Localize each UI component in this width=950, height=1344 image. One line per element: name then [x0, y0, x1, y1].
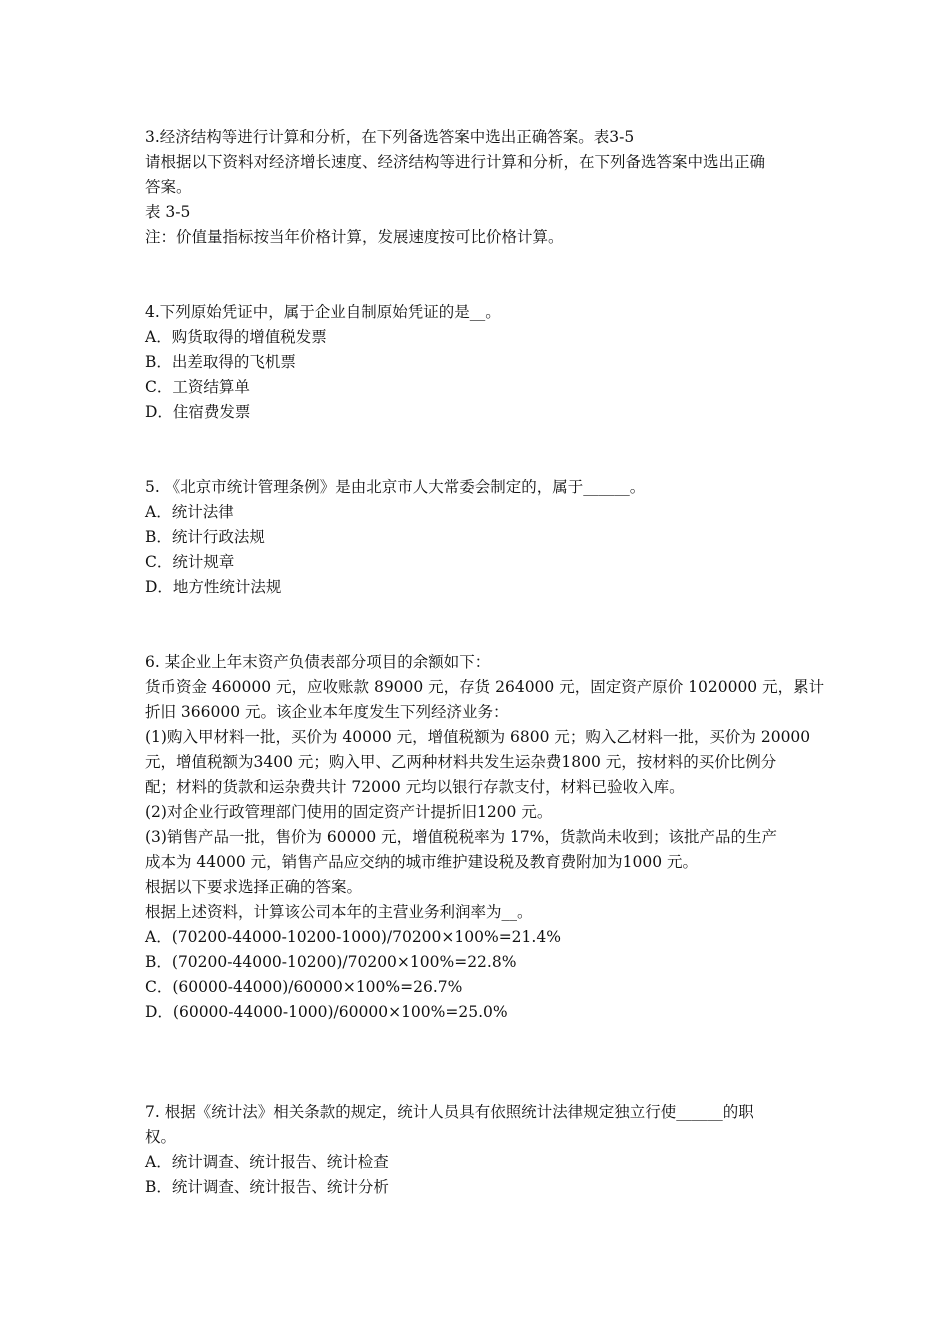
q3-line-5: 注：价值量指标按当年价格计算，发展速度按可比价格计算。 — [145, 228, 564, 246]
q4-option-c: C．工资结算单 — [145, 378, 250, 396]
q6-line-9: 成本为 44000 元，销售产品应交纳的城市维护建设税及教育费附加为1000 元。 — [145, 853, 699, 871]
q6-line-11: 根据上述资料，计算该公司本年的主营业务利润率为__。 — [145, 903, 533, 921]
q5-option-d: D．地方性统计法规 — [145, 578, 282, 596]
q6-line-8: (3)销售产品一批，售价为 60000 元，增值税税率为 17%，货款尚未收到；该批产品的生产 — [145, 828, 777, 846]
q6-line-7: (2)对企业行政管理部门使用的固定资产计提折旧1200 元。 — [145, 803, 553, 821]
q3-line-2: 请根据以下资料对经济增长速度、经济结构等进行计算和分析，在下列备选答案中选出正确 — [145, 153, 766, 171]
q3-line-4: 表 3-5 — [145, 203, 191, 221]
q6-line-2: 货币资金 460000 元，应收账款 89000 元，存货 264000 元，固定资产原价 1020000 元，累计 — [145, 678, 825, 696]
q6-line-10: 根据以下要求选择正确的答案。 — [145, 878, 363, 896]
q5-option-c: C．统计规章 — [145, 553, 235, 571]
q4-option-b: B．出差取得的飞机票 — [145, 353, 296, 371]
q7-option-a: A．统计调查、统计报告、统计检查 — [145, 1153, 389, 1171]
q7-line-1: 7. 根据《统计法》相关条款的规定，统计人员具有依照统计法律规定独立行使______的职 — [145, 1103, 754, 1121]
q6-line-1: 6. 某企业上年末资产负债表部分项目的余额如下： — [145, 653, 491, 671]
q6-line-5: 元，增值税额为3400 元；购入甲、乙两种材料共发生运杂费1800 元，按材料的买价比例分 — [145, 753, 777, 771]
q4-stem: 4.下列原始凭证中，属于企业自制原始凭证的是__。 — [145, 303, 501, 321]
q4-option-d: D．住宿费发票 — [145, 403, 251, 421]
q4-option-a: A．购货取得的增值税发票 — [145, 328, 327, 346]
q3-line-3: 答案。 — [145, 178, 192, 196]
q7-line-2: 权。 — [145, 1128, 177, 1146]
q6-line-4: (1)购入甲材料一批，买价为 40000 元，增值税额为 6800 元；购入乙材料一批，买价为 20000 — [145, 728, 811, 746]
q6-option-a: A．(70200-44000-10200-1000)/70200×100%=21.4% — [145, 928, 561, 946]
q6-line-6: 配；材料的货款和运杂费共计 72000 元均以银行存款支付，材料已验收入库。 — [145, 778, 685, 796]
q6-option-d: D．(60000-44000-1000)/60000×100%=25.0% — [145, 1003, 508, 1021]
q5-option-a: A．统计法律 — [145, 503, 234, 521]
q5-option-b: B．统计行政法规 — [145, 528, 265, 546]
q7-option-b: B．统计调查、统计报告、统计分析 — [145, 1178, 389, 1196]
q5-stem: 5. 《北京市统计管理条例》是由北京市人大常委会制定的，属于______。 — [145, 478, 646, 496]
q3-line-1: 3.经济结构等进行计算和分析，在下列备选答案中选出正确答案。表3-5 — [145, 128, 635, 146]
q6-option-b: B．(70200-44000-10200)/70200×100%=22.8% — [145, 953, 517, 971]
q6-line-3: 折旧 366000 元。该企业本年度发生下列经济业务： — [145, 703, 509, 721]
q6-option-c: C．(60000-44000)/60000×100%=26.7% — [145, 978, 463, 996]
